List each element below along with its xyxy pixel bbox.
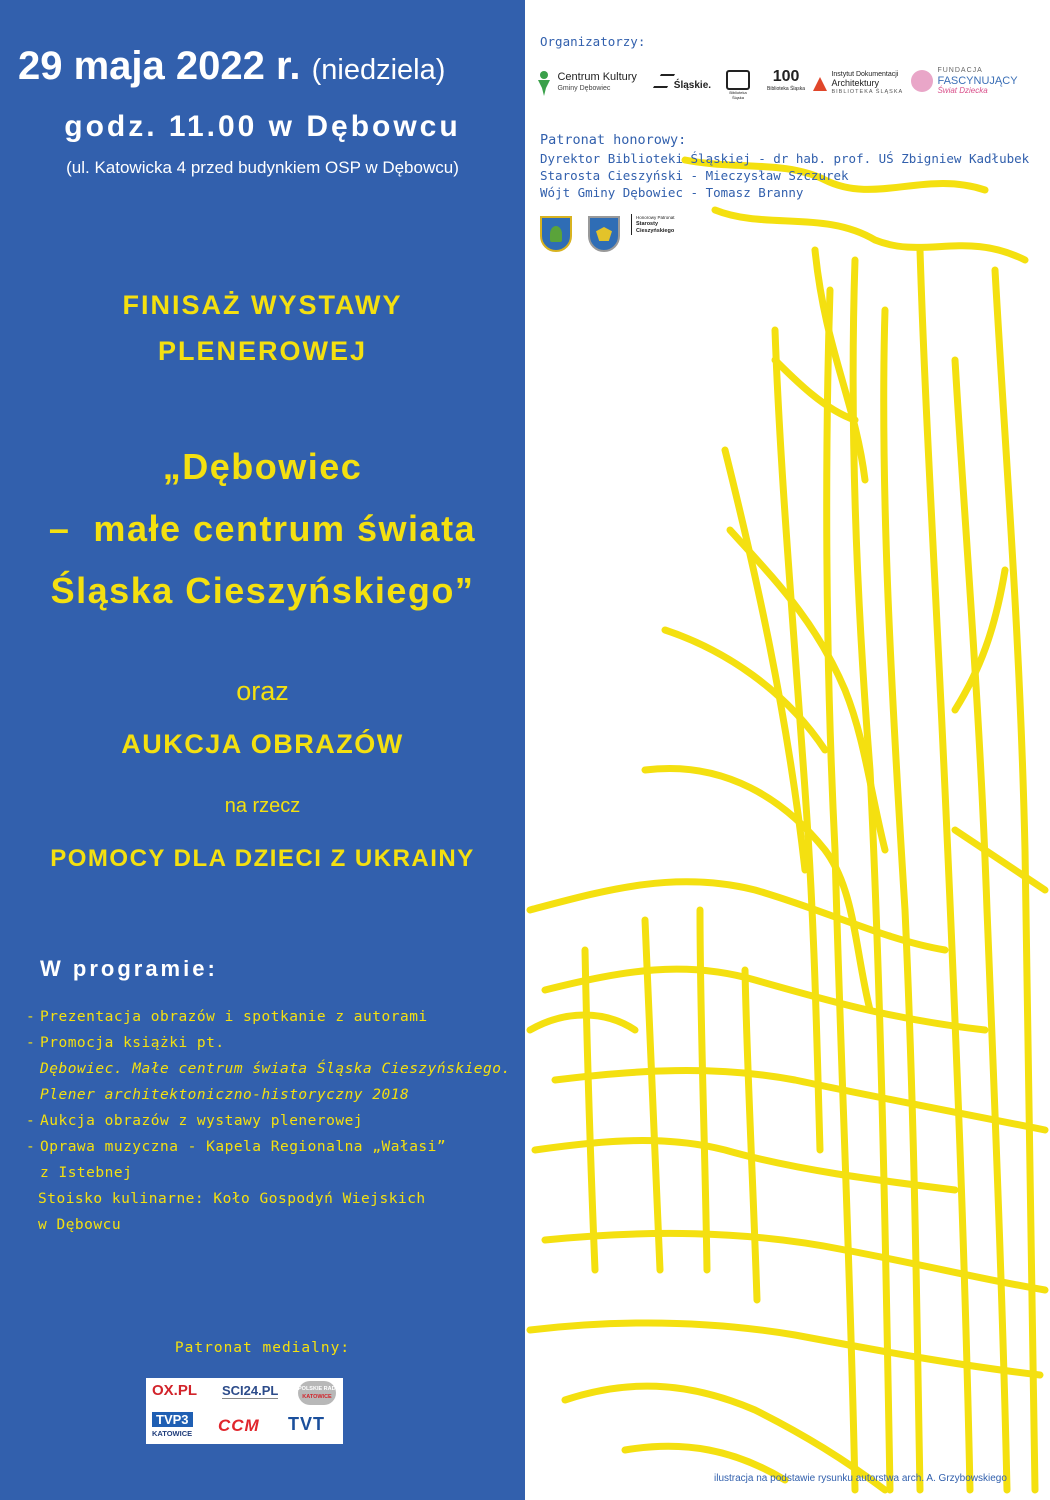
program-title: W programie: [40, 956, 218, 981]
badge-line2: Starosty [636, 221, 659, 227]
fund-line1: FUNDACJA [937, 67, 983, 74]
b100-number: 100 [772, 68, 800, 85]
polskie-radio-logo [298, 1381, 342, 1405]
patron-line1: Dyrektor Biblioteki Śląskiej - dr hab. prof. UŚ Zbigniew Kadłubek [540, 151, 1030, 166]
instytut-dokumentacji-logo [813, 70, 903, 97]
program-item-text: Aukcja obrazów z wystawy plenerowej [40, 1113, 364, 1129]
media-patronage-title: Patronat medialny: [174, 1340, 351, 1356]
tvt-logo [288, 1414, 325, 1435]
ox-logo [152, 1382, 197, 1399]
exhibition-line1: „Dębowiec [162, 446, 363, 487]
program-item [26, 1004, 511, 1030]
organizers-title: Organizatorzy: [540, 34, 646, 49]
badge-line3: Cieszyńskiego [636, 228, 675, 234]
patron-line3: Wójt Gminy Dębowiec - Tomasz Branny [540, 185, 804, 200]
gmina-coat-of-arms-icon [540, 216, 572, 252]
ida-line1: Instytut Dokumentacji [831, 71, 899, 78]
exhibition-line2: – małe centrum świata [48, 508, 477, 549]
ox-logo-text: OX.PL [152, 1382, 198, 1399]
finisaz-line1: FINISAŻ WYSTAWY [122, 290, 403, 320]
event-time: godz. 11.00 w Dębowcu [64, 110, 461, 143]
program-item-text: w Dębowcu [38, 1217, 122, 1233]
program-list [26, 1004, 511, 1238]
book-title-line2: Plener architektoniczno-historyczny 2018 [40, 1087, 410, 1103]
program-item-text: Promocja książki pt. [40, 1035, 225, 1051]
media-logos-box [146, 1378, 343, 1444]
event-address: (ul. Katowicka 4 przed budynkiem OSP w Dębowcu) [66, 158, 459, 177]
slaskie-logo [657, 74, 711, 91]
bs-caption: Biblioteka Śląska [729, 90, 747, 100]
program-item [26, 1186, 511, 1212]
slaskie-wave-icon [653, 74, 675, 88]
weekday-text: (niedziela) [311, 54, 446, 86]
patron-emblems [538, 214, 678, 266]
dash-marker: - [26, 1009, 36, 1025]
exhibition-line3: Śląska Cieszyńskiego” [50, 570, 475, 611]
fund-line3: Świat Dziecka [937, 86, 988, 95]
program-item-text: z Istebnej [40, 1165, 133, 1181]
program-book-subtitle [26, 1082, 511, 1108]
starosta-badge [631, 214, 684, 235]
ida-line2: Architektury [831, 78, 879, 88]
sci24-logo [222, 1383, 278, 1399]
person-icon [535, 70, 553, 96]
heart-icon [911, 70, 933, 92]
cause-heading: POMOCY DLA DZIECI Z UKRAINY [50, 845, 475, 872]
badge-line1: Honorowy Patronat [636, 215, 675, 220]
dash-marker: - [26, 1139, 36, 1155]
powiat-coat-of-arms-icon [588, 216, 620, 252]
honorary-patronage-title: Patronat honorowy: [540, 132, 687, 148]
program-item-text: Prezentacja obrazów i spotkanie z autorami [40, 1009, 428, 1025]
program-item-text: Stoisko kulinarne: Koło Gospodyń Wiejskich [38, 1191, 426, 1207]
biblioteka-100-logo [767, 68, 805, 92]
exhibition-title [0, 436, 525, 622]
organizers-logos [535, 66, 1045, 106]
yellow-sketch-illustration [525, 150, 1050, 1500]
ck-line2: Gminy Dębowiec [557, 85, 611, 92]
program-item [26, 1030, 511, 1056]
slaskie-text: Śląskie. [673, 80, 712, 91]
house-icon [813, 77, 827, 91]
ccm-logo [218, 1416, 260, 1436]
dash-marker: - [26, 1113, 36, 1129]
finisaz-heading [0, 282, 525, 374]
na-rzecz-text: na rzecz [224, 795, 301, 817]
program-item-continuation [26, 1212, 511, 1238]
patron-line2: Starosta Cieszyński - Mieczysław Szczurek [540, 168, 849, 183]
dash-marker: - [26, 1035, 36, 1051]
sci24-logo-text: SCI24.PL [222, 1383, 279, 1398]
auction-heading: AUKCJA OBRAZÓW [121, 729, 404, 759]
fundacja-logo [911, 66, 1018, 96]
radio-line1: POLSKIE RADIO [298, 1386, 342, 1392]
book-title-line1: Dębowiec. Małe centrum świata Śląska Cieszyńskiego. [40, 1061, 511, 1077]
bs-mark-icon [726, 70, 750, 90]
b100-caption: Biblioteka Śląska [767, 86, 806, 92]
ck-line1: Centrum Kultury [557, 71, 637, 83]
date-text: 29 maja 2022 r. [18, 44, 301, 88]
ida-line3: BIBLIOTEKA ŚLĄSKA [831, 89, 904, 95]
event-date [18, 44, 445, 89]
radio-line2: KATOWICE [302, 1394, 332, 1400]
program-item [26, 1134, 511, 1160]
fund-line2: FASCYNUJĄCY [937, 75, 1018, 87]
finisaz-line2: PLENEROWEJ [157, 336, 368, 366]
tvt-text: TVT [288, 1414, 325, 1434]
program-item-text: Oprawa muzyczna - Kapela Regionalna „Wałasi” [40, 1139, 447, 1155]
program-item-continuation [26, 1160, 511, 1186]
ccm-text: CCM [218, 1416, 260, 1435]
tvp3-logo [152, 1412, 193, 1438]
illustration-credit: ilustracja na podstawie rysunku autorstwa arch. A. Grzybowskiego [714, 1473, 1007, 1484]
program-item [26, 1108, 511, 1134]
biblioteka-slaska-logo [725, 70, 751, 100]
tvp3-city: KATOWICE [152, 1429, 193, 1438]
centrum-kultury-logo [535, 70, 637, 96]
program-book-title [26, 1056, 511, 1082]
tvp3-text: TVP3 [152, 1412, 193, 1427]
oraz-text: oraz [236, 676, 289, 706]
